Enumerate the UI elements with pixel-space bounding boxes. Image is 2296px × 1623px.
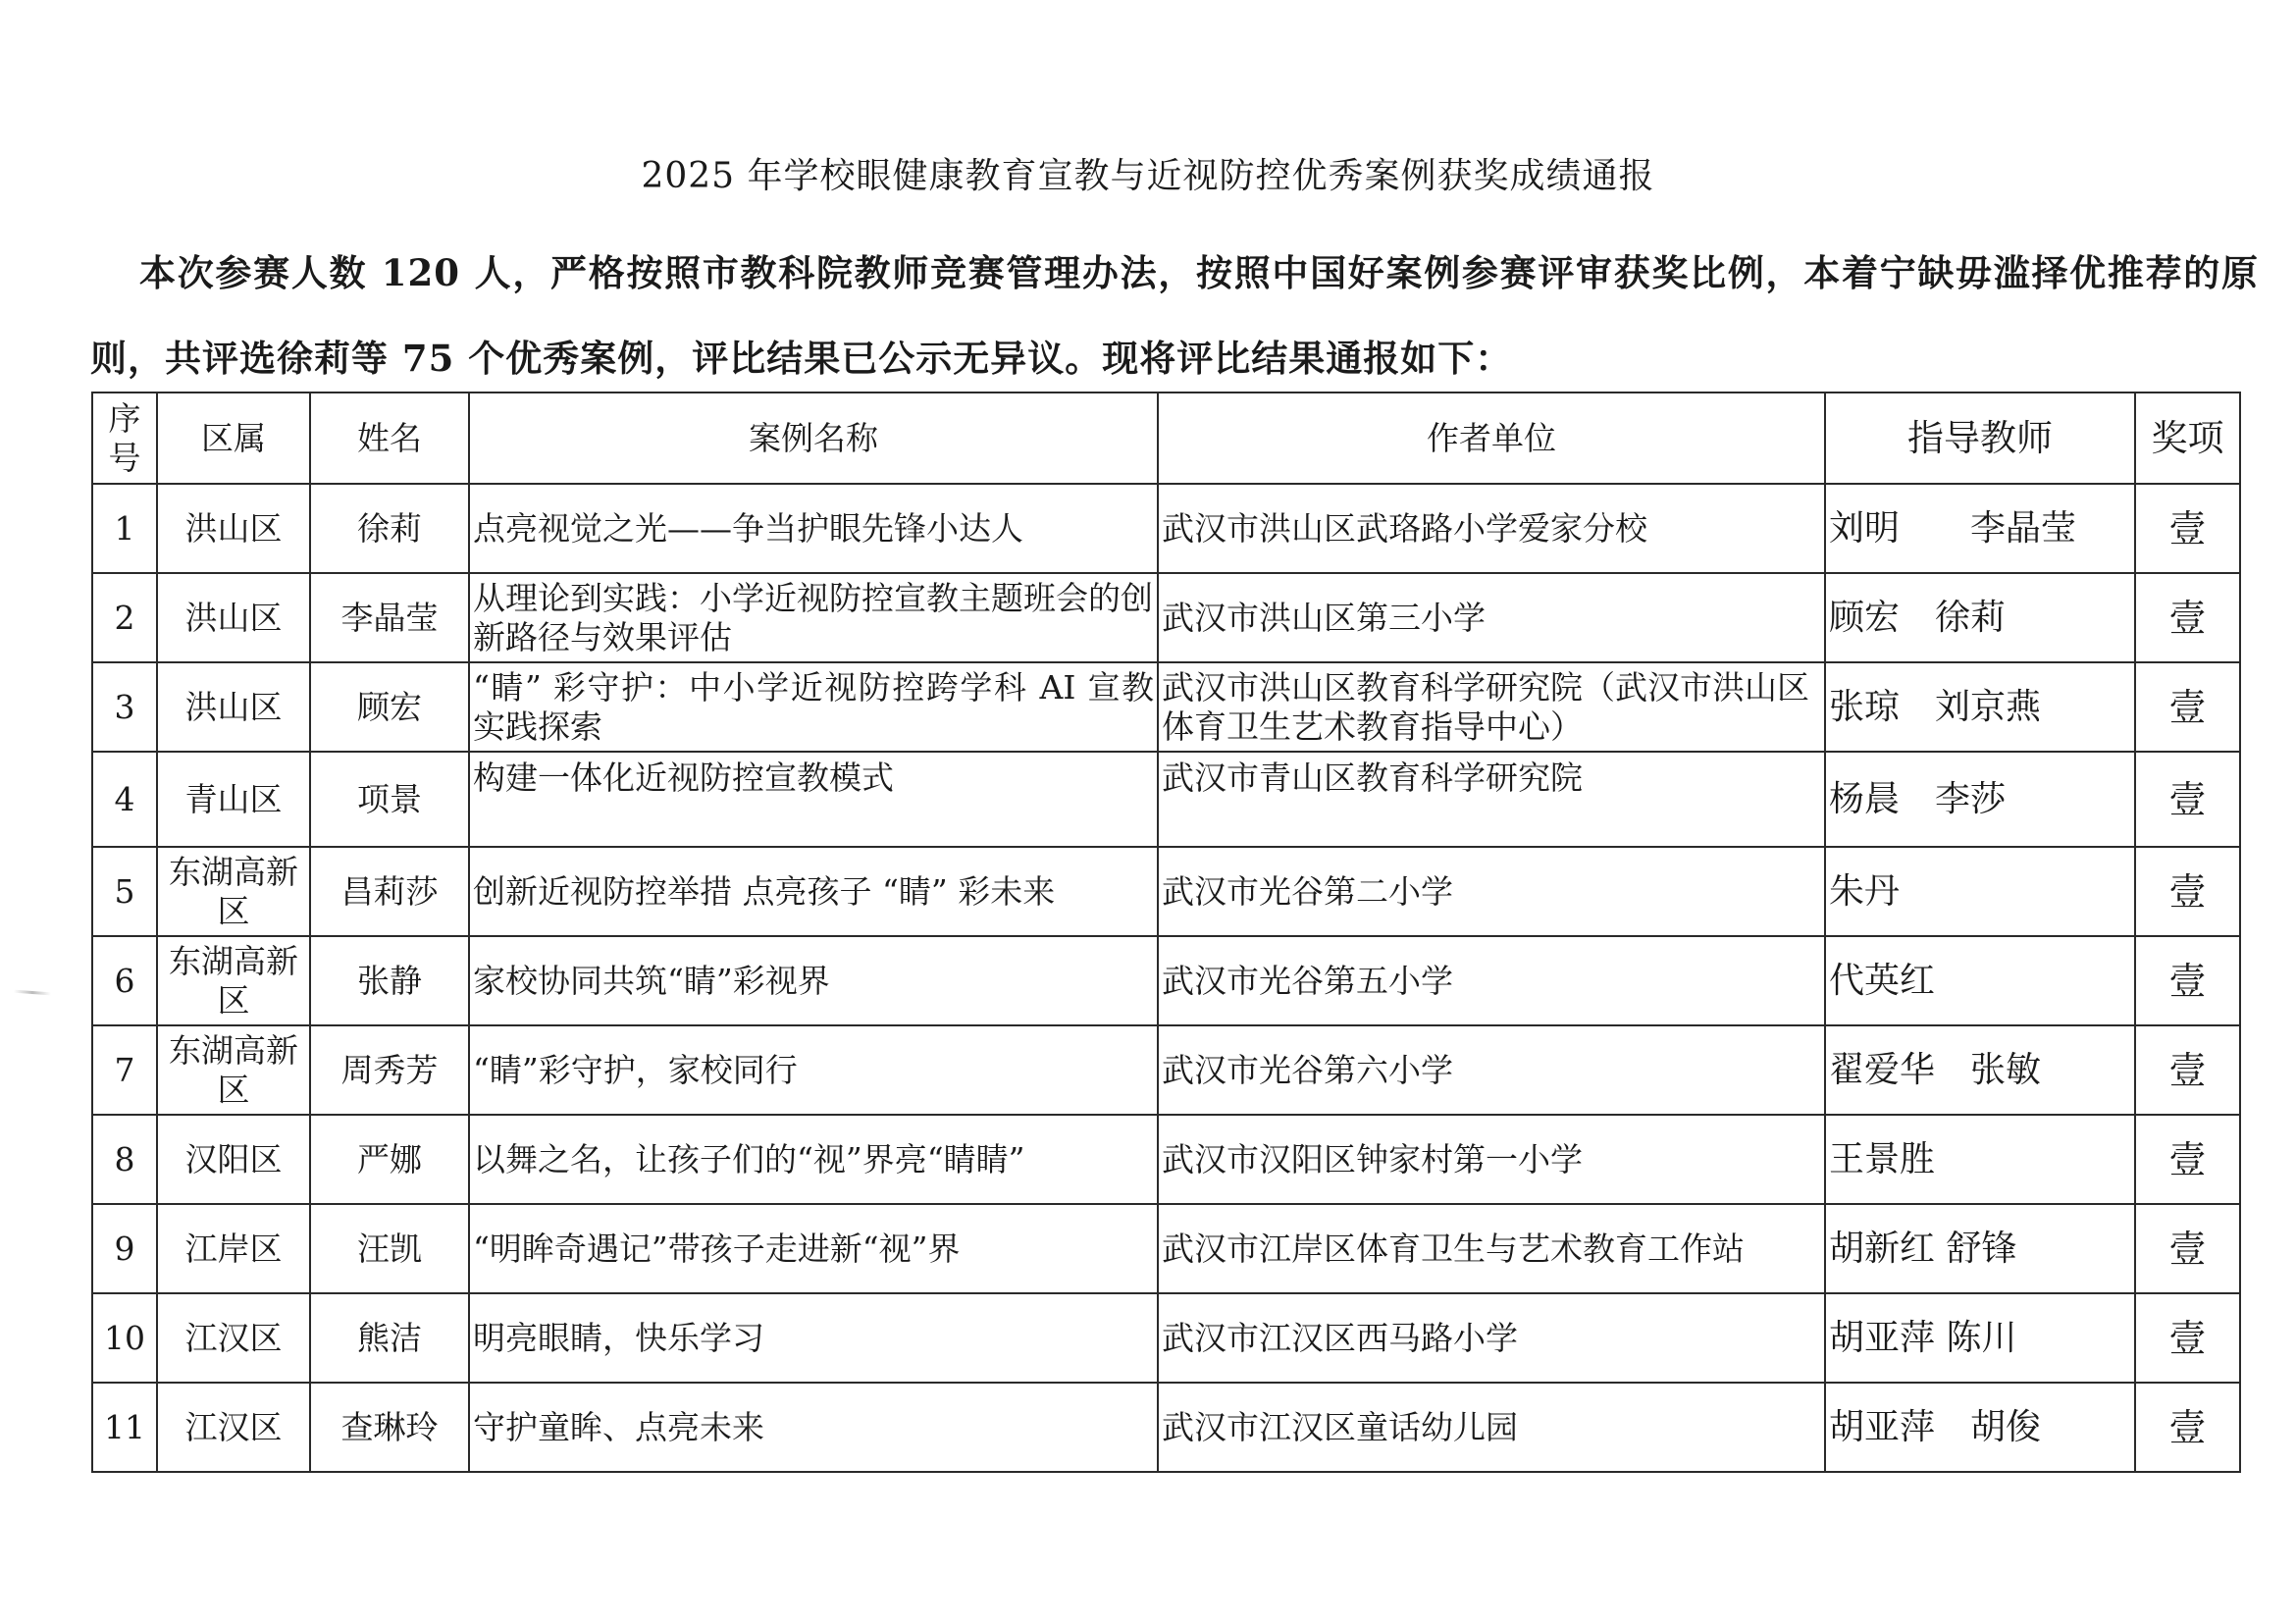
cell-teacher: 王景胜 xyxy=(1825,1115,2135,1204)
cell-case-title: “睛” 彩守护：中小学近视防控跨学科 AI 宣教实践探索 xyxy=(469,662,1158,752)
table-row xyxy=(92,1383,2240,1472)
cell-index: 8 xyxy=(92,1115,157,1204)
cell-index: 6 xyxy=(92,936,157,1025)
cell-name: 项景 xyxy=(310,752,469,847)
cell-index: 1 xyxy=(92,484,157,573)
cell-unit: 武汉市江岸区体育卫生与艺术教育工作站 xyxy=(1158,1204,1825,1293)
cell-unit: 武汉市江汉区童话幼儿园 xyxy=(1158,1383,1825,1472)
cell-index: 11 xyxy=(92,1383,157,1472)
header-unit: 作者单位 xyxy=(1158,393,1825,484)
cell-unit: 武汉市光谷第六小学 xyxy=(1158,1025,1825,1115)
cell-name: 徐莉 xyxy=(310,484,469,573)
table-row xyxy=(92,936,2240,1025)
cell-case-title: “睛”彩守护，家校同行 xyxy=(469,1025,1158,1115)
table-row xyxy=(92,847,2240,936)
cell-district: 汉阳区 xyxy=(157,1115,310,1204)
cell-district: 洪山区 xyxy=(157,573,310,662)
cell-name: 张静 xyxy=(310,936,469,1025)
cell-teacher: 胡亚萍 陈川 xyxy=(1825,1293,2135,1383)
cell-teacher: 翟爱华 张敏 xyxy=(1825,1025,2135,1115)
cell-district: 江汉区 xyxy=(157,1383,310,1472)
cell-teacher: 顾宏 徐莉 xyxy=(1825,573,2135,662)
intro-paragraph: 本次参赛人数 120 人，严格按照市教科院教师竞赛管理办法，按照中国好案例参赛评审获奖比例，本着宁缺毋滥择优推荐的原则，共评选徐莉等 75 个优秀案例，评比结果已公示无异议。现将评比结果通报如下： xyxy=(90,251,2259,380)
header-case-title: 案例名称 xyxy=(469,393,1158,484)
cell-name: 严娜 xyxy=(310,1115,469,1204)
cell-case-title: 创新近视防控举措 点亮孩子 “睛” 彩未来 xyxy=(469,847,1158,936)
cell-case-title: 家校协同共筑“睛”彩视界 xyxy=(469,936,1158,1025)
cell-district: 江汉区 xyxy=(157,1293,310,1383)
cell-teacher: 刘明 李晶莹 xyxy=(1825,484,2135,573)
cell-unit: 武汉市光谷第五小学 xyxy=(1158,936,1825,1025)
cell-name: 李晶莹 xyxy=(310,573,469,662)
cell-index: 5 xyxy=(92,847,157,936)
table-row xyxy=(92,1293,2240,1383)
cell-award: 壹 xyxy=(2135,752,2240,847)
cell-index: 10 xyxy=(92,1293,157,1383)
cell-case-title: 构建一体化近视防控宣教模式 xyxy=(469,752,1158,847)
cell-index: 4 xyxy=(92,752,157,847)
cell-name: 昌莉莎 xyxy=(310,847,469,936)
cell-unit: 武汉市洪山区武珞路小学爱家分校 xyxy=(1158,484,1825,573)
header-name: 姓名 xyxy=(310,393,469,484)
cell-case-title: 明亮眼睛，快乐学习 xyxy=(469,1293,1158,1383)
document-title: 2025 年学校眼健康教育宣教与近视防控优秀案例获奖成绩通报 xyxy=(641,156,1655,196)
cell-award: 壹 xyxy=(2135,484,2240,573)
cell-index: 2 xyxy=(92,573,157,662)
cell-award: 壹 xyxy=(2135,573,2240,662)
table-row xyxy=(92,573,2240,662)
cell-case-title: 以舞之名，让孩子们的“视”界亮“睛睛” xyxy=(469,1115,1158,1204)
cell-award: 壹 xyxy=(2135,1293,2240,1383)
cell-district: 东湖高新区 xyxy=(157,936,310,1025)
cell-award: 壹 xyxy=(2135,662,2240,752)
cell-award: 壹 xyxy=(2135,936,2240,1025)
table-header-row xyxy=(92,393,2240,484)
cell-index: 9 xyxy=(92,1204,157,1293)
table-row xyxy=(92,752,2240,847)
cell-award: 壹 xyxy=(2135,1115,2240,1204)
table-row xyxy=(92,484,2240,573)
cell-district: 洪山区 xyxy=(157,484,310,573)
header-teacher: 指导教师 xyxy=(1825,393,2135,484)
table-row xyxy=(92,1115,2240,1204)
cell-district: 东湖高新区 xyxy=(157,847,310,936)
cell-teacher: 胡亚萍 胡俊 xyxy=(1825,1383,2135,1472)
cell-unit: 武汉市青山区教育科学研究院 xyxy=(1158,752,1825,847)
cell-index: 3 xyxy=(92,662,157,752)
cell-unit: 武汉市光谷第二小学 xyxy=(1158,847,1825,936)
cell-unit: 武汉市江汉区西马路小学 xyxy=(1158,1293,1825,1383)
cell-name: 汪凯 xyxy=(310,1204,469,1293)
table-row xyxy=(92,1204,2240,1293)
cell-unit: 武汉市洪山区第三小学 xyxy=(1158,573,1825,662)
table-row xyxy=(92,662,2240,752)
cell-teacher: 杨晨 李莎 xyxy=(1825,752,2135,847)
header-index: 序号 xyxy=(92,393,157,484)
table-row xyxy=(92,1025,2240,1115)
cell-award: 壹 xyxy=(2135,1383,2240,1472)
scan-smudge-mark xyxy=(14,990,51,996)
cell-district: 江岸区 xyxy=(157,1204,310,1293)
cell-name: 周秀芳 xyxy=(310,1025,469,1115)
cell-name: 查琳玲 xyxy=(310,1383,469,1472)
cell-district: 洪山区 xyxy=(157,662,310,752)
cell-teacher: 胡新红 舒锋 xyxy=(1825,1204,2135,1293)
cell-unit: 武汉市洪山区教育科学研究院（武汉市洪山区体育卫生艺术教育指导中心） xyxy=(1158,662,1825,752)
cell-award: 壹 xyxy=(2135,847,2240,936)
cell-name: 熊洁 xyxy=(310,1293,469,1383)
cell-case-title: 从理论到实践：小学近视防控宣教主题班会的创新路径与效果评估 xyxy=(469,573,1158,662)
cell-district: 东湖高新区 xyxy=(157,1025,310,1115)
cell-name: 顾宏 xyxy=(310,662,469,752)
cell-award: 壹 xyxy=(2135,1025,2240,1115)
cell-unit: 武汉市汉阳区钟家村第一小学 xyxy=(1158,1115,1825,1204)
cell-award: 壹 xyxy=(2135,1204,2240,1293)
cell-teacher: 代英红 xyxy=(1825,936,2135,1025)
cell-teacher: 张琼 刘京燕 xyxy=(1825,662,2135,752)
cell-district: 青山区 xyxy=(157,752,310,847)
header-award: 奖项 xyxy=(2135,393,2240,484)
header-district: 区属 xyxy=(157,393,310,484)
cell-index: 7 xyxy=(92,1025,157,1115)
cell-case-title: “明眸奇遇记”带孩子走进新“视”界 xyxy=(469,1204,1158,1293)
cell-case-title: 守护童眸、点亮未来 xyxy=(469,1383,1158,1472)
cell-teacher: 朱丹 xyxy=(1825,847,2135,936)
cell-case-title: 点亮视觉之光——争当护眼先锋小达人 xyxy=(469,484,1158,573)
award-results-table xyxy=(91,392,2241,1473)
